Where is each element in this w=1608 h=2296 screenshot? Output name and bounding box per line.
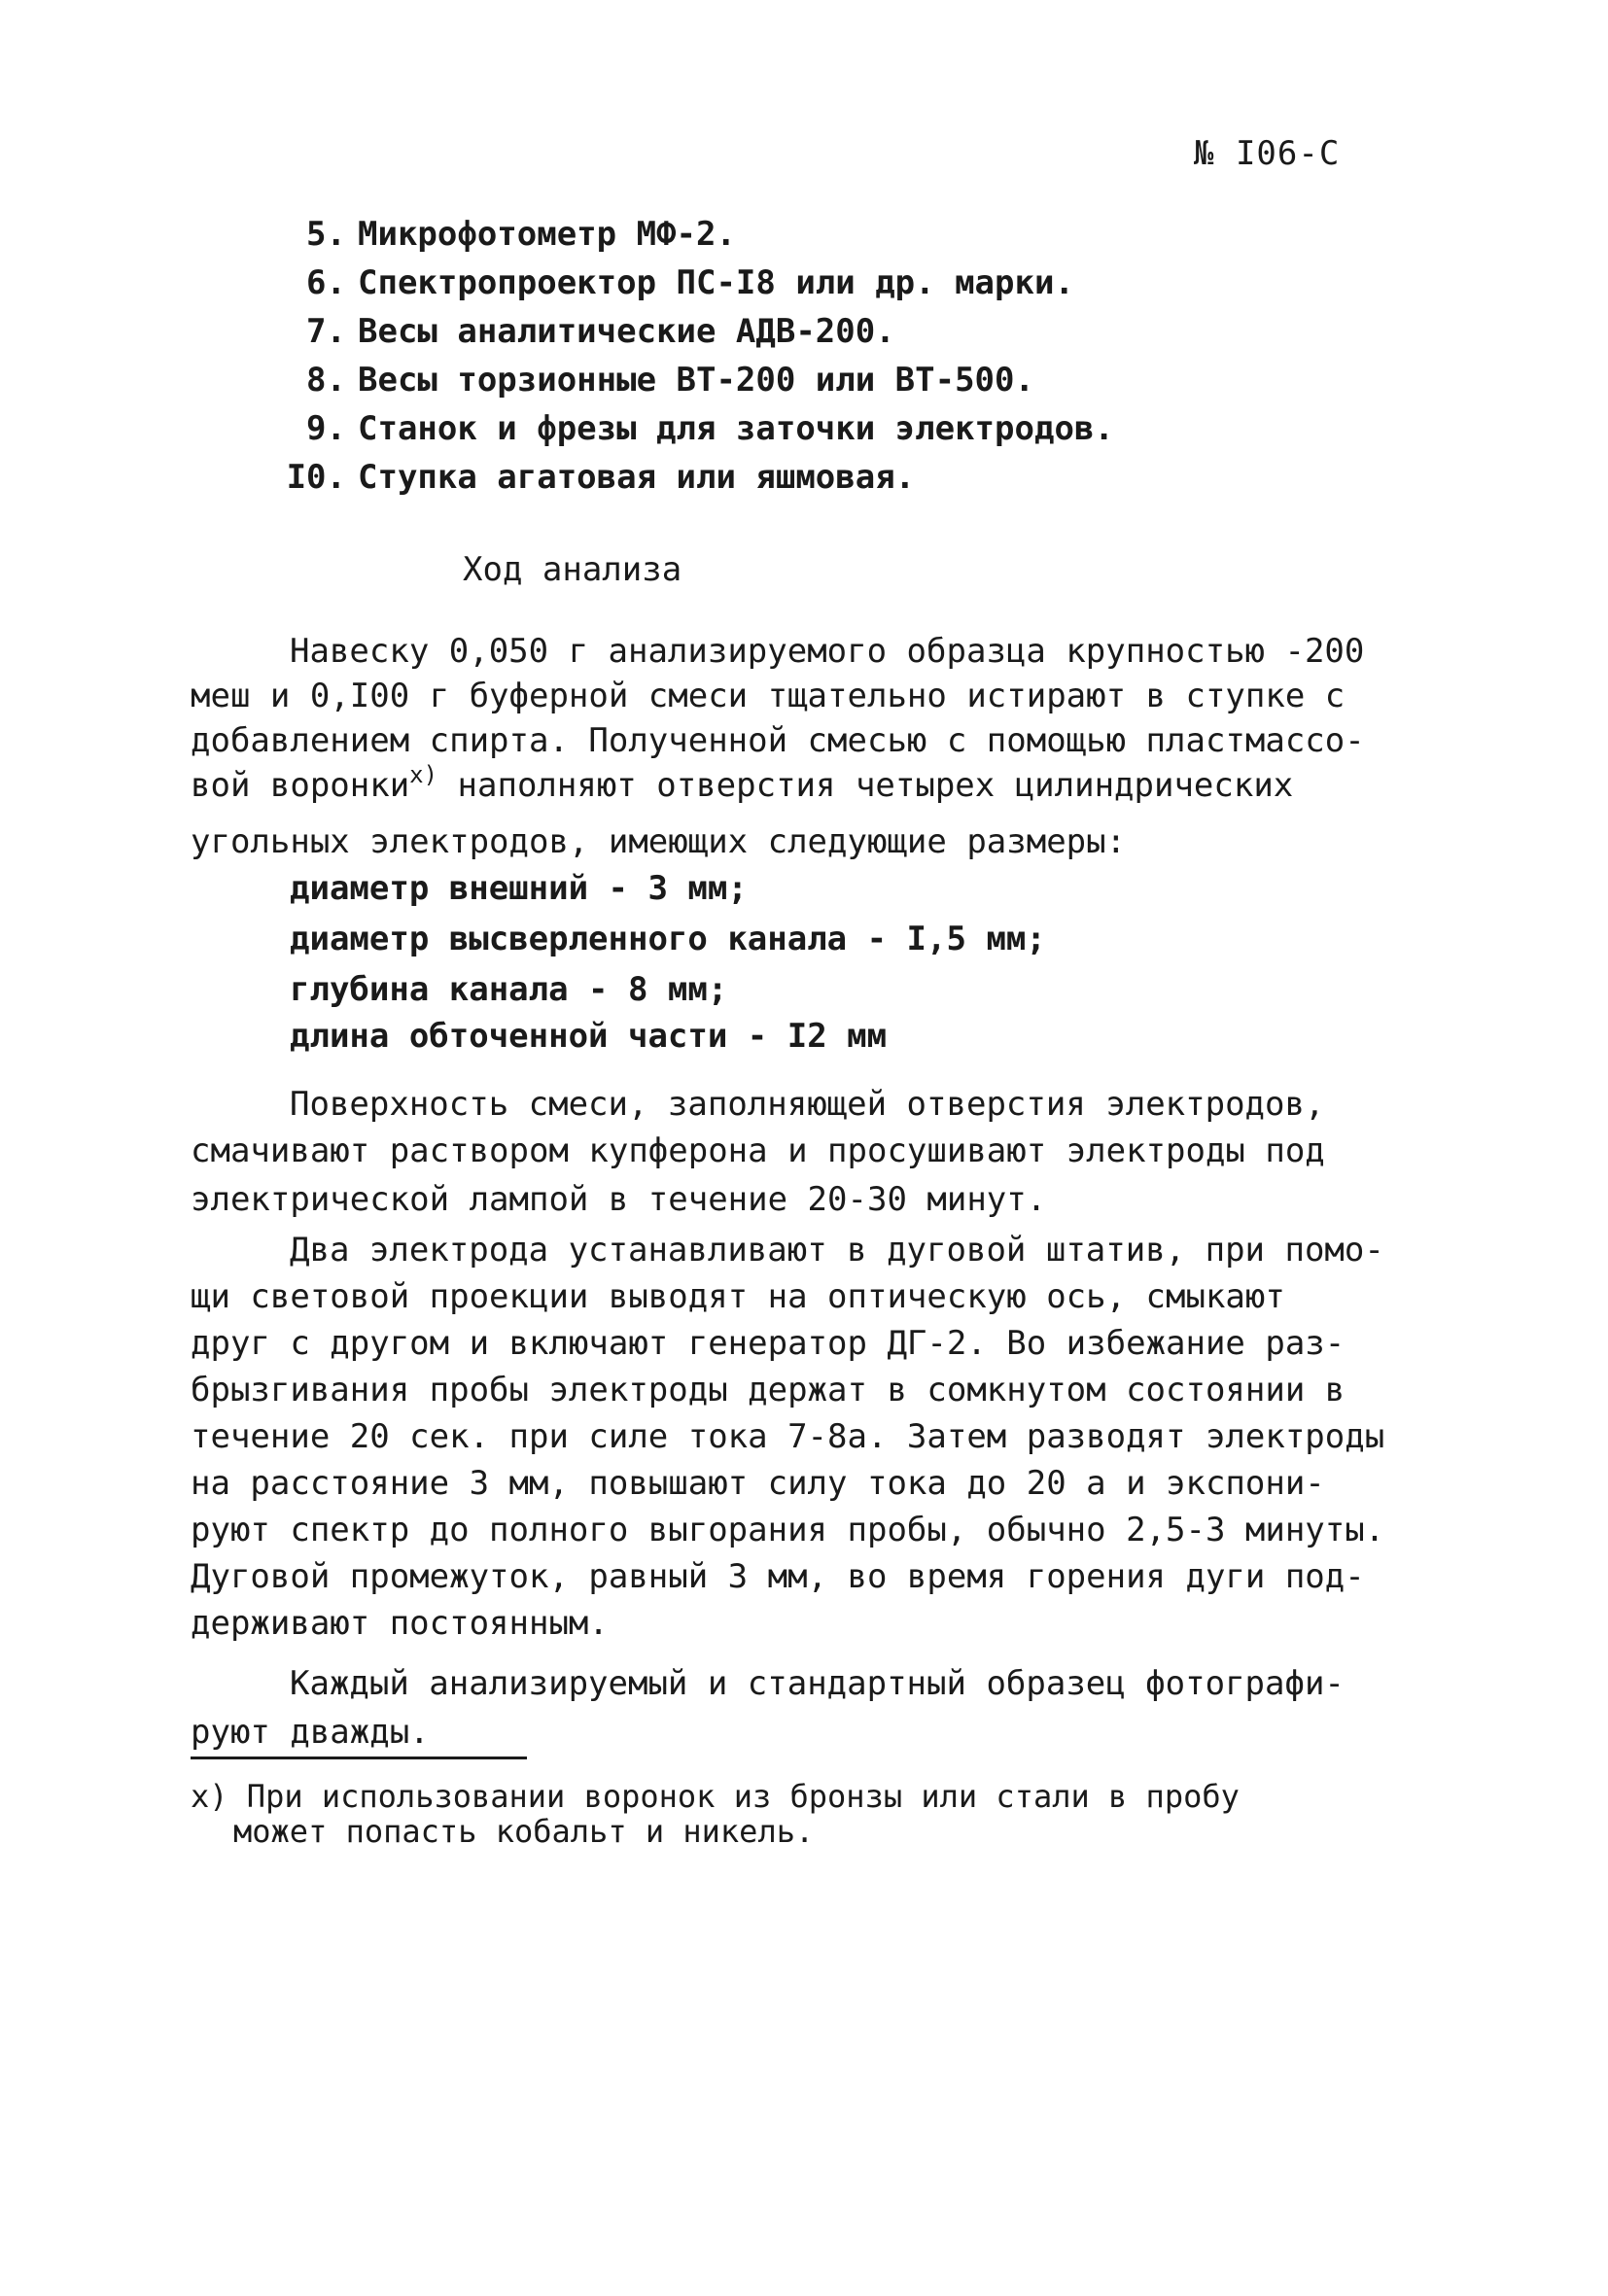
list-item [262,356,1114,404]
list-item-text: Станок и фрезы для заточки электродов. [358,409,1114,448]
paragraph-line: добавлением спирта. Полученной смесью с помощью пластмассо- [191,721,1365,760]
paragraph-line: смачивают раствором купферона и просушивают электроды под [191,1131,1325,1170]
paragraph-line: руют дважды. [191,1713,430,1752]
list-item-number: I0. [286,458,346,497]
footnote-text: x) При использовании воронок из бронзы или стали в пробу [191,1778,1240,1815]
list-item-text: Весы торзионные ВТ-200 или ВТ-500. [358,361,1034,400]
paragraph-line: брызгивания пробы электроды держат в сомкнутом состоянии в [191,1371,1346,1409]
list-item [262,210,1114,259]
paragraph-line: руют спектр до полного выгорания пробы, обычно 2,5-3 минуты. [191,1511,1385,1549]
list-item-text: Спектропроектор ПС-I8 или др. марки. [358,263,1074,302]
footnote-text: может попасть кобальт и никель. [233,1813,815,1850]
list-item [262,404,1114,453]
paragraph-line: Навеску 0,050 г анализируемого образца крупностью -200 [290,632,1365,671]
list-item-text: Микрофотометр МФ-2. [358,215,736,254]
paragraph-line: Каждый анализируемый и стандартный образец фотографи- [290,1664,1345,1703]
section-heading: Ход анализа [463,550,682,589]
dimension-item: диаметр внешний - 3 мм; [290,869,748,908]
paragraph-line: Дуговой промежуток, равный 3 мм, во время горения дуги под- [191,1557,1365,1596]
list-item-number: 8. [306,361,346,400]
paragraph-line: Два электрода устанавливают в дуговой штатив, при помо- [290,1231,1384,1270]
paragraph-line: на расстояние 3 мм, повышают силу тока до 20 а и экспони- [191,1464,1325,1503]
dimension-item: диаметр высверленного канала - I,5 мм; [290,920,1046,958]
paragraph-text: вой воронки [191,766,410,805]
paragraph-line: угольных электродов, имеющих следующие размеры: [191,822,1127,861]
document-number: № I06-С [1194,134,1341,173]
list-item-number: 5. [306,215,346,254]
paragraph-line: меш и 0,I00 г буферной смеси тщательно истирают в ступке с [191,677,1346,715]
list-item-text: Весы аналитические АДВ-200. [358,312,895,351]
dimension-item: глубина канала - 8 мм; [290,970,728,1009]
paragraph-line [191,761,1294,810]
list-item [262,259,1114,307]
paragraph-line: держивают постоянным. [191,1604,609,1643]
footnote-divider [191,1757,527,1759]
list-item-number: 7. [306,312,346,351]
paragraph-line: щи световой проекции выводят на оптическую ось, смыкают [191,1277,1285,1316]
list-item-text: Ступка агатовая или яшмовая. [358,458,916,497]
list-item [262,307,1114,356]
footnote-marker: x) [409,761,438,788]
list-item-number: 6. [306,263,346,302]
paragraph-text: наполняют отверстия четырех цилиндрических [437,766,1294,805]
equipment-list [262,210,1114,502]
paragraph-line: Поверхность смеси, заполняющей отверстия электродов, [290,1085,1325,1124]
paragraph-line: друг с другом и включают генератор ДГ-2. Во избежание раз- [191,1324,1346,1363]
list-item [262,453,1114,502]
paragraph-line: электрической лампой в течение 20-30 минут. [191,1180,1047,1219]
paragraph-line: течение 20 сек. при силе тока 7-8а. Затем разводят электроды [191,1417,1385,1456]
list-item-number: 9. [306,409,346,448]
dimension-item: длина обточенной части - I2 мм [290,1017,888,1056]
